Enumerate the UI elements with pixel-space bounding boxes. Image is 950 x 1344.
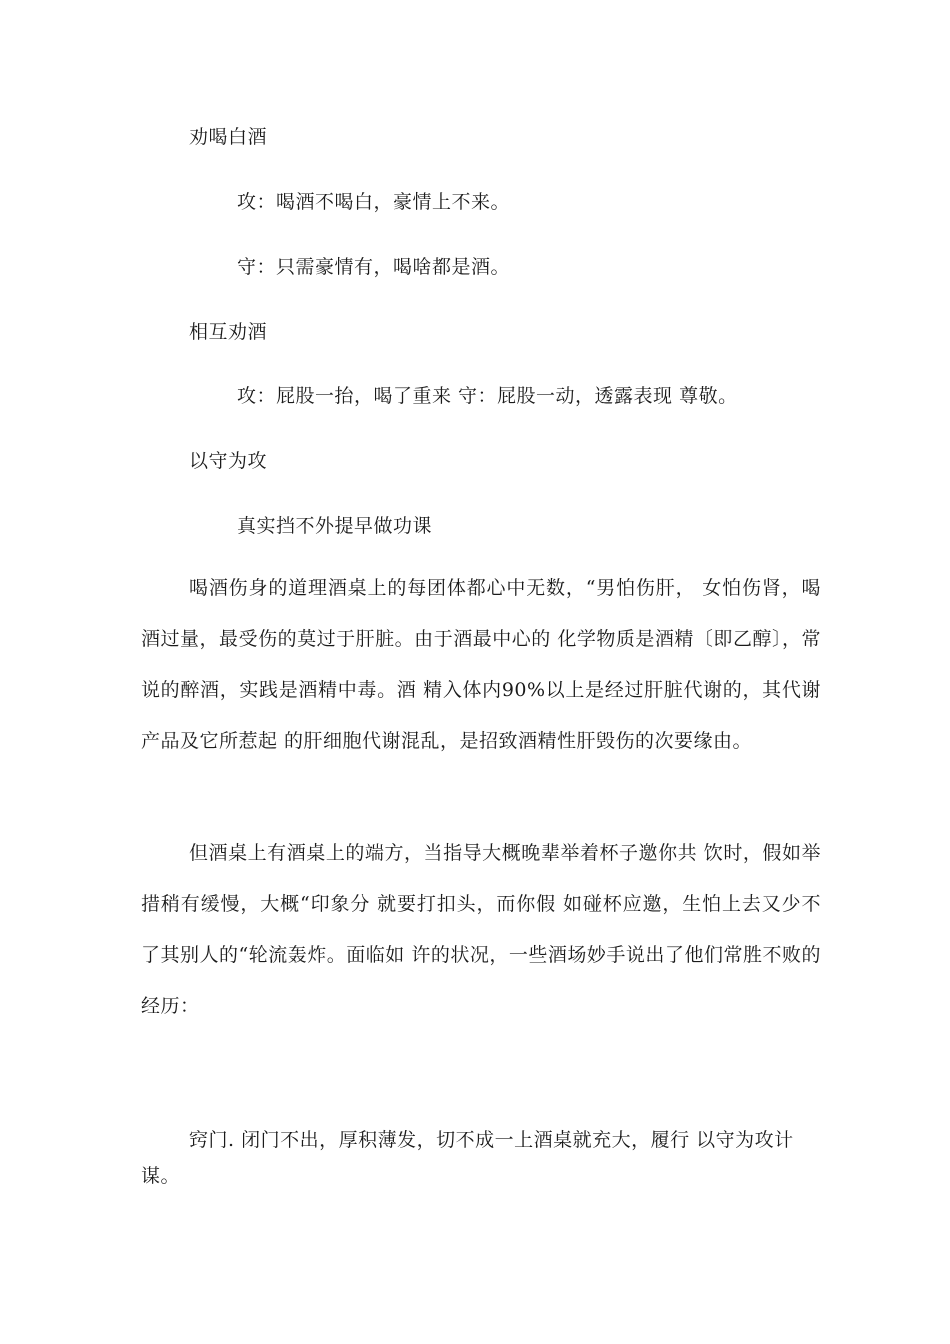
subheading-zuo-gongke: 真实挡不外提早做功课: [237, 515, 433, 537]
paragraph-drinking-etiquette: 但酒桌上有酒桌上的端方，当指导大概晚辈举着杯子邀你共 饮时，假如举措稍有缓慢，大概“印象分 就要打扣头，而你假 如碰杯应邀，生怕上去又少不了其别人的“轮流轰炸。面临如 许的状况，一些酒场妙手说出了他们常胜不败的经历：: [141, 842, 821, 1017]
shou-line-1: 守：只需豪情有，喝啥都是酒。: [237, 256, 511, 278]
heading-xianghu-quanjiu: 相互劝酒: [189, 321, 268, 343]
heading-yishou-weigong: 以守为攻: [189, 450, 268, 472]
paragraph-liver-damage: 喝酒伤身的道理酒桌上的每团体都心中无数，“男怕伤肝， 女怕伤肾，喝酒过量，最受伤的莫过于肝脏。由于酒最中心的 化学物质是酒精〔即乙醇〕，常说的醉酒，实践是酒精中毒。酒 精入体内90%以上是经过肝脏代谢的，其代谢产品及它所惹起 的肝细胞代谢混乱，是招致酒精性肝毁伤的次要缘由。: [141, 577, 821, 752]
gong-line-1: 攻：喝酒不喝白，豪情上不来。: [237, 191, 511, 213]
gong-shou-line-2: 攻：屁股一抬，喝了重来 守：屁股一动，透露表现 尊敬。: [237, 385, 738, 407]
paragraph-tip: 窍门. 闭门不出，厚积薄发，切不成一上酒桌就充大，履行 以守为攻计谋。: [141, 1129, 794, 1187]
heading-quanhe-baijiu: 劝喝白酒: [189, 126, 268, 148]
